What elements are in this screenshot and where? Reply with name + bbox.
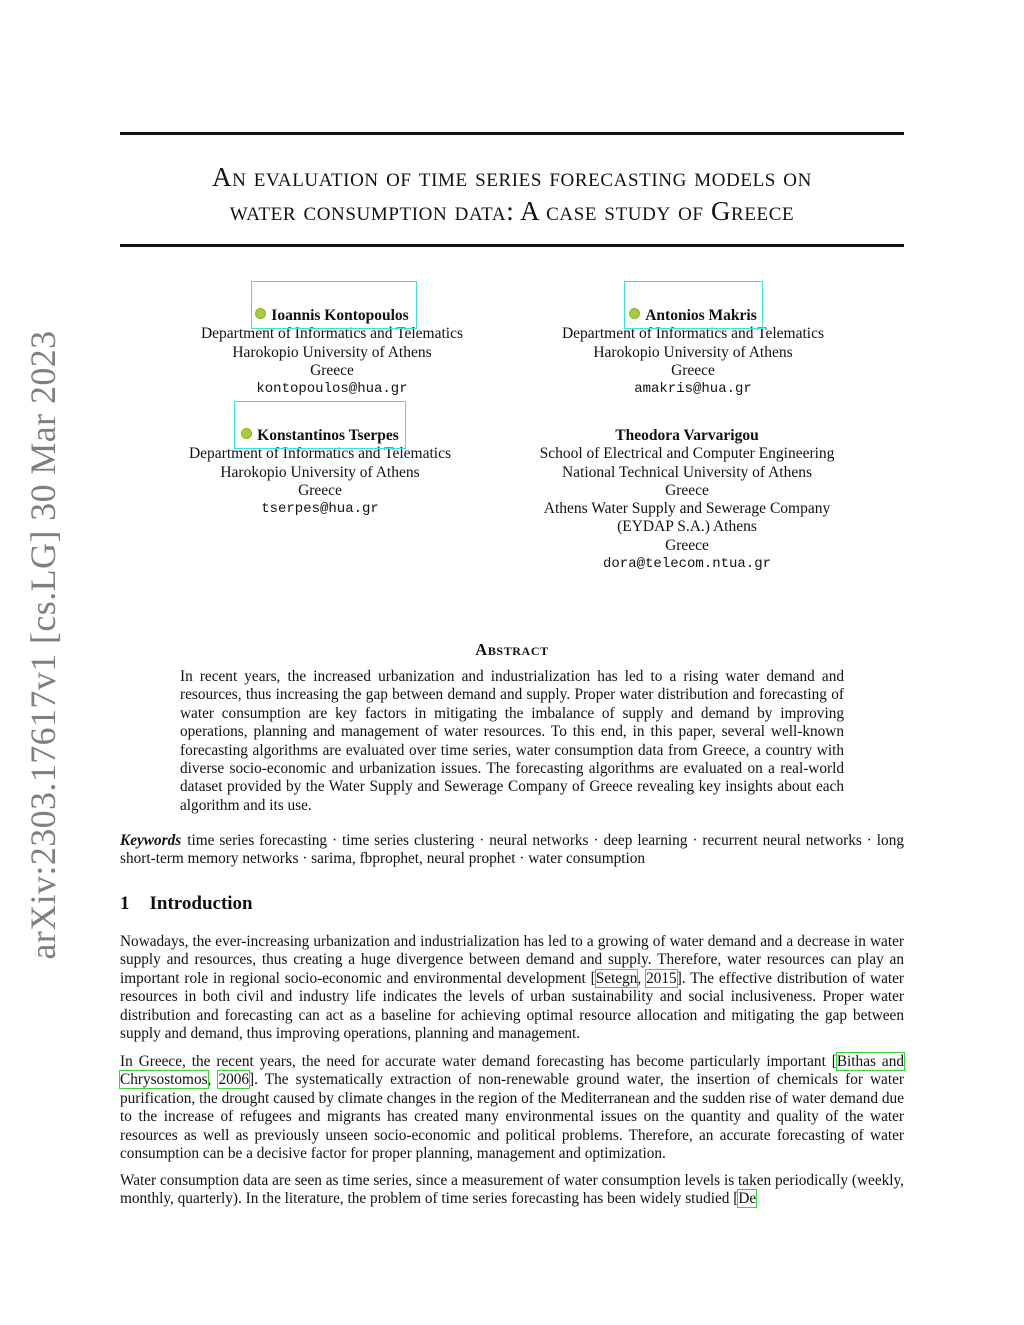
author-affiliation: School of Electrical and Computer Engineering [539, 445, 835, 463]
author-block-4 [497, 427, 877, 573]
section-heading [120, 893, 253, 915]
abstract-heading: Abstract [475, 640, 549, 659]
author-name: Theodora Varvarigou [615, 427, 759, 444]
author-affiliation: National Technical University of Athens [561, 463, 812, 481]
author-affiliation: Department of Informatics and Telematics [561, 325, 825, 343]
author-affiliation: Greece [665, 536, 709, 554]
paragraph: Nowadays, the ever-increasing urbanization and industrialization has led to a growing of water demand and a decrease in water supply and resources, thus creating a huge divergence between demand and supply. Therefore, water resources can play an important role in regional socio-economic and environmental development [Setegn, 2015]. The effective distribution of water resources in both civil and industry life indicates the levels of urban sustainability and social inclusiveness. Proper water distribution and forecasting can act as a baseline for achieving optimal resource allocation and mitigating the gap between supply and demand, thus improving operations, planning and management. [120, 933, 904, 1043]
author-link-highlight [234, 401, 406, 449]
keywords [120, 832, 904, 869]
abstract-text: In recent years, the increased urbanization and industrialization has led to a rising water demand and resources, thus increasing the gap between demand and supply. Proper water distribution and forecasting of water consumption are key factors in mitigating the imbalance of supply and demand by improving operations, planning and management of water resources. To this end, in this paper, several well-known forecasting algorithms are evaluated over time series, water consumption data from Greece, a country with diverse socio-economic and urbanization issues. The forecasting algorithms are evaluated on a real-world dataset provided by the Water Supply and Sewerage Company of Greece revealing key insights about each algorithm and its use. [180, 668, 844, 814]
author-email[interactable]: amakris@hua.gr [634, 381, 752, 398]
keywords-label: Keywords [120, 832, 182, 849]
author-affiliation: (EYDAP S.A.) Athens [617, 518, 757, 536]
author-name-link[interactable]: Ioannis Kontopoulos [255, 307, 408, 325]
keywords-text: time series forecasting · time series clustering · neural networks · deep learning · recurrent neural networks · long short-term memory networks · sarima, fbprophet, neural prophet · water consumption [120, 832, 904, 868]
title-line-2: water consumption data: A case study of Greece [229, 196, 795, 226]
title-top-rule [120, 132, 904, 135]
author-affiliation: Harokopio University of Athens [593, 343, 793, 361]
author-affiliation: Harokopio University of Athens [232, 343, 432, 361]
author-affiliation: Harokopio University of Athens [220, 463, 420, 481]
author-affiliation: Department of Informatics and Telematics [188, 445, 452, 463]
citation-link[interactable]: Bithas and Chrysostomos [120, 1053, 904, 1089]
citation-link[interactable]: De [738, 1190, 757, 1208]
citation-link[interactable]: 2006 [218, 1071, 250, 1089]
author-affiliation: Department of Informatics and Telematics [200, 325, 464, 343]
author-link-highlight [624, 281, 763, 329]
author-email[interactable]: kontopoulos@hua.gr [256, 381, 408, 398]
author-email[interactable]: dora@telecom.ntua.gr [602, 556, 772, 573]
author-name-link[interactable]: Konstantinos Tserpes [241, 427, 399, 445]
title-line-1: An evaluation of time series forecasting models on [212, 162, 812, 192]
section-number: 1 [120, 893, 130, 914]
paragraph: In Greece, the recent years, the need for accurate water demand forecasting has become particularly important [Bithas and Chrysostomos, 2006]. The systematically extraction of non-renewable ground water, the insertion of chemicals for water purification, the drought caused by climate changes in the region of the Mediterranean and the sudden rise of water demand due to the increase of refugees and migrants has created many environmental issues on the quantity and quality of the water resources as well as previously unseen socio-economic and political problems. Therefore, an accurate forecasting of water consumption can be a decisive factor for proper planning, management and optimization. [120, 1053, 904, 1163]
author-affiliation: Greece [665, 481, 709, 499]
title-bottom-rule [120, 244, 904, 247]
arxiv-identifier[interactable]: arXiv:2303.17617v1 [cs.LG] 30 Mar 2023 [23, 330, 63, 960]
author-affiliation: Athens Water Supply and Sewerage Company [543, 500, 831, 518]
author-link-highlight [251, 281, 417, 329]
paper-title [120, 160, 904, 228]
section-title: Introduction [149, 893, 253, 914]
author-email[interactable]: tserpes@hua.gr [261, 501, 379, 518]
author-affiliation: Greece [671, 361, 715, 379]
paragraph: Water consumption data are seen as time series, since a measurement of water consumption levels is taken periodically (weekly, monthly, quarterly). In the literature, the problem of time series forecasting has been widely studied [De [120, 1172, 904, 1208]
author-affiliation: Greece [298, 481, 342, 499]
citation-link[interactable]: Setegn [595, 969, 638, 987]
author-affiliation: Greece [310, 361, 354, 379]
author-name-link[interactable]: Antonios Makris [629, 307, 757, 325]
citation-link[interactable]: 2015 [646, 969, 677, 987]
